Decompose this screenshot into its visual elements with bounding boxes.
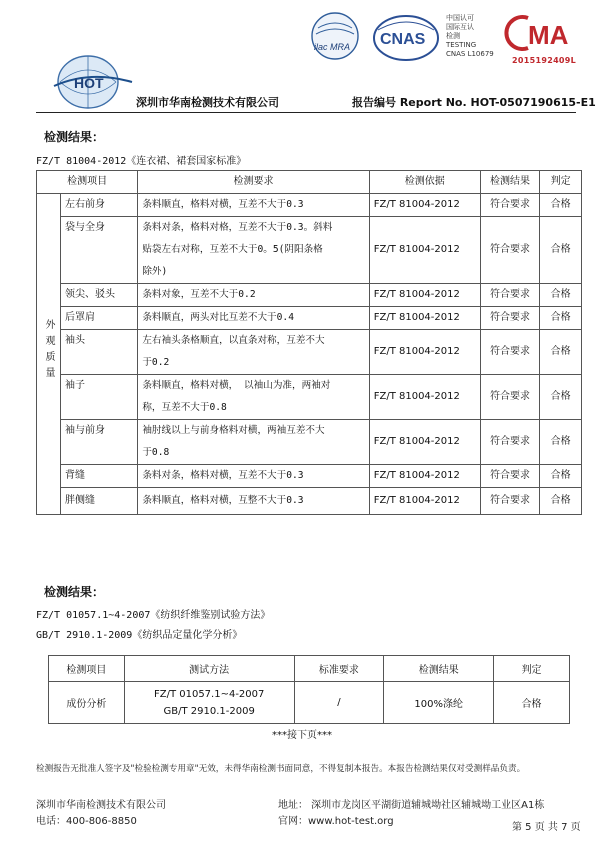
basis: FZ/T 81004-2012	[369, 330, 480, 375]
table-row	[37, 217, 582, 284]
group-label	[37, 194, 61, 515]
composition-table	[48, 655, 570, 724]
verdict: 合格	[540, 330, 582, 375]
group-label-text: 外观质量	[43, 318, 54, 383]
requirement-line: 条料顺直，格料对横，互整不大于0.3	[142, 495, 304, 506]
cnas-line: 中国认可	[446, 14, 474, 22]
requirement	[138, 284, 369, 307]
table-row	[37, 194, 582, 217]
requirement-line: 贴袋左右对称，互差不大于0。5(阴阳条格	[142, 244, 323, 255]
requirement-line: 左右袖头条格顺直，以直条对称，互差不大	[142, 335, 325, 346]
table-row	[37, 488, 582, 515]
result: 符合要求	[480, 375, 539, 420]
method-line: FZ/T 01057.1~4-2007	[153, 688, 265, 700]
report-number-value: HOT-0507190615-E1	[470, 96, 596, 109]
requirement	[138, 330, 369, 375]
cnas-logo	[372, 12, 440, 64]
requirement	[138, 375, 369, 420]
company-name: 深圳市华南检测技术有限公司	[136, 96, 279, 109]
requirement-line: 条料对象，互差不大于0.2	[142, 289, 256, 300]
basis: FZ/T 81004-2012	[369, 420, 480, 465]
cnas-accreditation-text	[446, 14, 494, 59]
footer-website: 官网：www.hot-test.org	[278, 816, 394, 827]
result: 符合要求	[480, 307, 539, 330]
hot-company-logo	[50, 52, 136, 110]
header-requirement: 检测要求	[138, 171, 369, 194]
header-basis: 检测依据	[369, 171, 480, 194]
item-name: 背缝	[61, 465, 138, 488]
requirement-line: 除外)	[142, 266, 168, 277]
requirement	[138, 420, 369, 465]
result: 符合要求	[480, 284, 539, 307]
table-row	[37, 330, 582, 375]
standard-reference: GB/T 2910.1-2009《纺织品定量化学分析》	[36, 630, 243, 641]
requirement-line: 条料对条，格料对格，互差不大于0.3。斜料	[142, 222, 333, 233]
requirement-line: 条料顺直，两头对比互差不大于0.4	[142, 312, 294, 323]
table-row	[37, 420, 582, 465]
requirement-line: 于0.8	[142, 447, 170, 458]
table-header-row	[49, 656, 570, 682]
header-rule	[36, 112, 576, 113]
header-item: 检测项目	[49, 656, 125, 682]
verdict: 合格	[540, 307, 582, 330]
header-result: 检测结果	[384, 656, 494, 682]
svg-text:ilac MRA: ilac MRA	[314, 42, 351, 52]
cma-logo	[498, 12, 582, 54]
cma-number: 2015192409L	[512, 56, 577, 65]
requirement-line: 称，互差不大于0.8	[142, 402, 227, 413]
result: 符合要求	[480, 330, 539, 375]
result: 符合要求	[480, 465, 539, 488]
result: 符合要求	[480, 194, 539, 217]
item-name: 领尖、驳头	[61, 284, 138, 307]
requirement-line: 于0.2	[142, 357, 170, 368]
verdict: 合格	[540, 217, 582, 284]
item-name: 胖侧缝	[61, 488, 138, 515]
header-item: 检测项目	[37, 171, 138, 194]
item-name: 袖头	[61, 330, 138, 375]
table-row	[37, 284, 582, 307]
requirement	[138, 307, 369, 330]
section-title: 检测结果：	[44, 130, 105, 144]
disclaimer: 检测报告无批准人签字及"检验检测专用章"无效，未得华南检测书面同意，不得复制本报告。本报告检测结果仅对受测样品负责。	[36, 764, 526, 774]
table-row	[37, 307, 582, 330]
requirement: /	[294, 682, 384, 724]
verdict: 合格	[540, 194, 582, 217]
item-name: 袖与前身	[61, 420, 138, 465]
verdict: 合格	[540, 488, 582, 515]
footer-company: 深圳市华南检测技术有限公司	[36, 800, 166, 811]
appearance-quality-table	[36, 170, 582, 515]
basis: FZ/T 81004-2012	[369, 284, 480, 307]
requirement-line: 袖肘线以上与前身格料对横，两袖互差不大	[142, 425, 325, 436]
test-method	[124, 682, 294, 724]
standard-reference: FZ/T 01057.1~4-2007《纺织纤维鉴别试验方法》	[36, 610, 271, 621]
verdict: 合格	[540, 420, 582, 465]
header-requirement: 标准要求	[294, 656, 384, 682]
continue-marker: ***接下页***	[272, 730, 332, 741]
basis: FZ/T 81004-2012	[369, 465, 480, 488]
item-name: 袋与全身	[61, 217, 138, 284]
requirement-line: 条料顺直，格料对横，互差不大于0.3	[142, 199, 304, 210]
result: 符合要求	[480, 420, 539, 465]
section-title: 检测结果：	[44, 585, 105, 599]
header-verdict: 判定	[540, 171, 582, 194]
basis: FZ/T 81004-2012	[369, 307, 480, 330]
header-verdict: 判定	[494, 656, 570, 682]
cnas-line: 国际互认	[446, 23, 474, 31]
header-result: 检测结果	[480, 171, 539, 194]
svg-text:HOT: HOT	[74, 75, 104, 91]
svg-text:MA: MA	[528, 20, 569, 50]
requirement	[138, 194, 369, 217]
table-row	[37, 465, 582, 488]
requirement	[138, 488, 369, 515]
verdict: 合格	[540, 465, 582, 488]
result: 符合要求	[480, 488, 539, 515]
method-line: GB/T 2910.1-2009	[163, 705, 255, 717]
cnas-line: CNAS L10679	[446, 50, 494, 58]
verdict: 合格	[540, 284, 582, 307]
item-name: 左右前身	[61, 194, 138, 217]
requirement-line: 条料顺直，格料对横， 以袖山为准，两袖对	[142, 380, 331, 391]
report-number	[352, 94, 596, 110]
cnas-line: 检测	[446, 32, 460, 40]
requirement	[138, 465, 369, 488]
page-number: 第 5 页 共 7 页	[512, 822, 581, 833]
table-header-row	[37, 171, 582, 194]
report-label: 报告编号 Report No.	[352, 96, 467, 109]
standard-reference: FZ/T 81004-2012《连衣裙、裙套国家标准》	[36, 156, 247, 167]
footer-phone: 电话：400-806-8850	[36, 816, 137, 827]
basis: FZ/T 81004-2012	[369, 375, 480, 420]
table-row	[49, 682, 570, 724]
basis: FZ/T 81004-2012	[369, 194, 480, 217]
table-row	[37, 375, 582, 420]
result: 符合要求	[480, 217, 539, 284]
verdict: 合格	[540, 375, 582, 420]
basis: FZ/T 81004-2012	[369, 217, 480, 284]
item-name: 后罩肩	[61, 307, 138, 330]
cnas-line: TESTING	[446, 41, 477, 49]
footer-address: 地址： 深圳市龙岗区平湖街道辅城坳社区辅城坳工业区A1栋	[278, 800, 545, 811]
basis: FZ/T 81004-2012	[369, 488, 480, 515]
requirement-line: 条料对条，格料对横，互差不大于0.3	[142, 470, 304, 481]
item-name: 成份分析	[49, 682, 125, 724]
result: 100%涤纶	[384, 682, 494, 724]
ilac-mra-logo	[304, 10, 366, 66]
header-method: 测试方法	[124, 656, 294, 682]
requirement	[138, 217, 369, 284]
verdict: 合格	[494, 682, 570, 724]
item-name: 袖子	[61, 375, 138, 420]
svg-text:CNAS: CNAS	[380, 31, 426, 48]
